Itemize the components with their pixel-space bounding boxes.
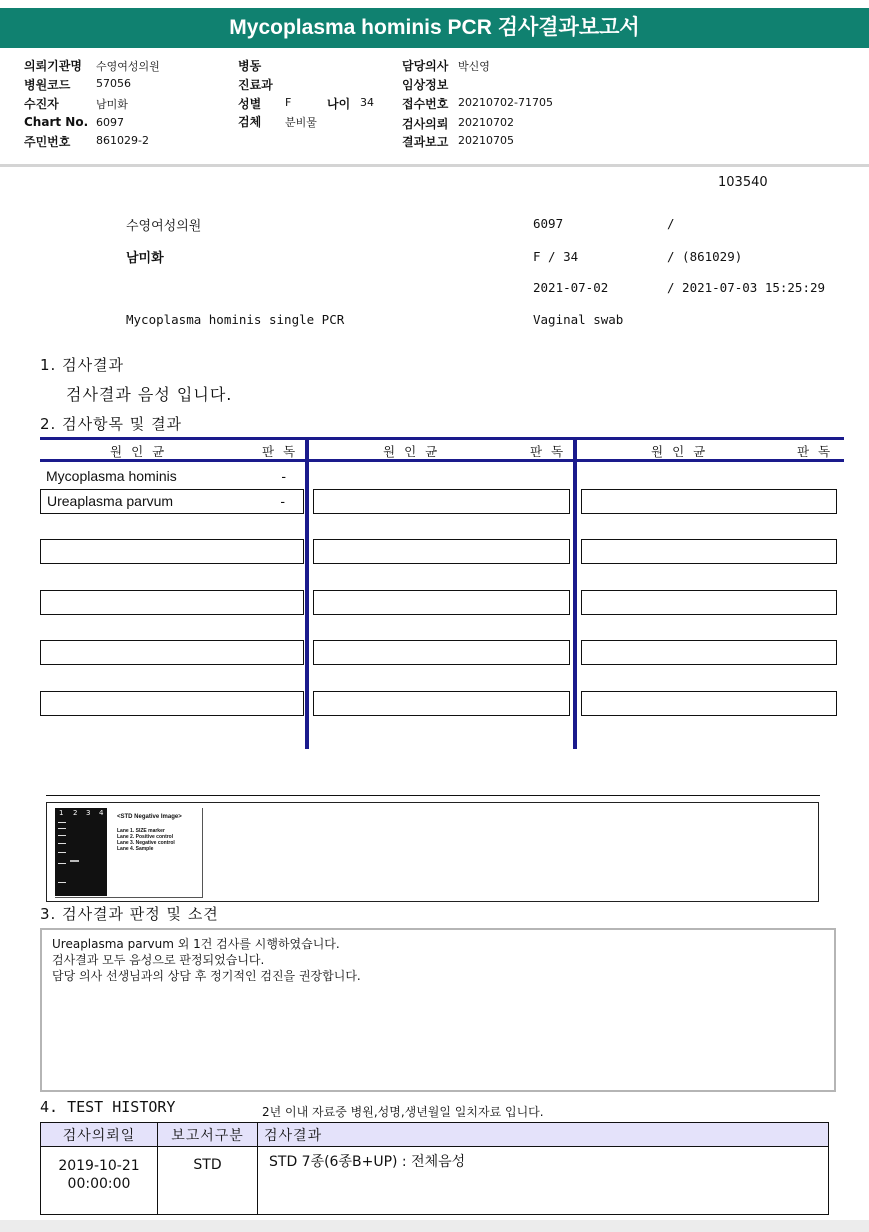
col-header-pathogen-3: 원인균 (651, 444, 715, 459)
history-time: 00:00:00 (67, 1176, 131, 1192)
gel-caption-title: <STD Negative Image> (117, 814, 182, 820)
summary-received-date: 2021-07-02 (533, 280, 609, 295)
meta-value-age: 34 (360, 96, 374, 109)
gel-legend (117, 828, 175, 852)
history-date-cell (41, 1147, 158, 1215)
empty-result-cell (313, 590, 570, 615)
col-header-verdict-2: 판독 (530, 444, 573, 459)
empty-result-cell (581, 539, 837, 564)
gel-band (58, 822, 66, 823)
history-header-row (41, 1123, 829, 1147)
grid-divider-2 (573, 437, 577, 749)
gel-band (58, 882, 66, 883)
pathogen-name: Ureaplasma parvum (47, 493, 174, 509)
empty-result-cell (313, 691, 570, 716)
gel-band (70, 860, 79, 862)
summary-test-name: Mycoplasma hominis single PCR (126, 312, 345, 327)
meta-label-department: 진료과 (238, 78, 273, 92)
result-row (40, 465, 304, 490)
col-header-verdict-3: 판독 (797, 444, 840, 459)
meta-label-age: 나이 (327, 97, 351, 111)
meta-label-specimen: 검체 (238, 115, 262, 129)
empty-result-cell (313, 539, 570, 564)
gel-band (58, 843, 66, 844)
gel-band (58, 835, 66, 836)
gel-band (58, 863, 66, 864)
history-header-type: 보고서구분 (158, 1123, 258, 1147)
meta-value-report-date: 20210705 (458, 134, 514, 147)
meta-value-clinic: 수영여성의원 (96, 60, 160, 73)
gel-legend-item: Lane 4. Sample (117, 846, 154, 852)
empty-result-cell (313, 489, 570, 514)
gel-top-rule (46, 795, 820, 796)
page-bottom-strip (0, 1220, 869, 1232)
empty-result-cell (581, 590, 837, 615)
summary-patient-name: 남미화 (126, 251, 164, 266)
meta-label-chart-no: Chart No. (24, 115, 89, 129)
report-title: Mycoplasma hominis PCR 검사결과보고서 (0, 8, 869, 48)
pathogen-verdict: - (281, 468, 286, 484)
pathogen-verdict: - (280, 493, 285, 509)
lane-number: 2 (73, 809, 78, 817)
gel-band (58, 828, 66, 829)
finding-line: 검사결과 모두 음성으로 판정되었습니다. (52, 953, 265, 967)
empty-result-cell (40, 590, 304, 615)
gel-band (58, 852, 66, 853)
table-row (41, 1147, 829, 1215)
meta-label-ward: 병동 (238, 59, 262, 73)
section1-result-text: 검사결과 음성 입니다. (66, 385, 233, 404)
meta-label-report-date: 결과보고 (402, 135, 449, 149)
pathogen-name: Mycoplasma hominis (46, 468, 177, 484)
grid-divider-1 (305, 437, 309, 749)
meta-value-sex: F (285, 96, 292, 109)
summary-clinic: 수영여성의원 (126, 219, 202, 234)
col-header-pathogen-1: 원인균 (110, 444, 174, 459)
section4-title: 4. TEST HISTORY (40, 1098, 176, 1116)
empty-result-cell (313, 640, 570, 665)
history-note: 2년 이내 자료중 병원,성명,생년월일 일치자료 입니다. (262, 1105, 544, 1119)
history-result-cell: STD 7종(6종B+UP) : 전체음성 (258, 1147, 829, 1215)
history-date: 2019-10-21 (58, 1158, 140, 1174)
empty-result-cell (40, 691, 304, 716)
empty-result-cell (581, 489, 837, 514)
result-row (40, 489, 304, 514)
lane-number: 4 (99, 809, 104, 817)
section1-title: 1. 검사결과 (40, 356, 125, 374)
meta-label-hospital-code: 병원코드 (24, 78, 71, 92)
history-type-cell: STD (158, 1147, 258, 1215)
gel-image (55, 808, 203, 898)
meta-value-resident-no: 861029-2 (96, 134, 149, 147)
lane-number: 1 (59, 809, 64, 817)
finding-line: 담당 의사 선생님과의 상담 후 정기적인 검진을 권장합니다. (52, 969, 361, 983)
serial-number: 103540 (718, 175, 768, 190)
summary-chart-no: 6097 (533, 216, 564, 231)
meta-label-request-date: 검사의뢰 (402, 117, 449, 131)
findings-box (40, 928, 836, 1092)
summary-reported-datetime: / 2021-07-03 15:25:29 (667, 280, 826, 295)
meta-label-receipt-no: 접수번호 (402, 97, 449, 111)
meta-label-resident-no: 주민번호 (24, 135, 71, 149)
summary-sex-age: F / 34 (533, 249, 579, 264)
history-header-date: 검사의뢰일 (41, 1123, 158, 1147)
empty-result-cell (40, 539, 304, 564)
history-header-result: 검사결과 (258, 1123, 829, 1147)
meta-label-clinic: 의뢰기관명 (24, 59, 82, 73)
meta-label-doctor: 담당의사 (402, 59, 449, 73)
header-divider (0, 164, 869, 167)
col-header-verdict-1: 판독 (262, 444, 305, 459)
empty-result-cell (581, 691, 837, 716)
meta-value-chart-no: 6097 (96, 116, 124, 129)
empty-result-cell (581, 640, 837, 665)
meta-value-request-date: 20210702 (458, 116, 514, 129)
section2-title: 2. 검사항목 및 결과 (40, 415, 183, 433)
meta-value-patient: 남미화 (96, 98, 128, 111)
meta-value-specimen: 분비물 (285, 116, 317, 129)
gel-legend-item: Lane 2. Positive control (117, 834, 174, 840)
meta-value-receipt-no: 20210702-71705 (458, 96, 553, 109)
meta-label-sex: 성별 (238, 97, 262, 111)
meta-value-doctor: 박신영 (458, 60, 490, 73)
summary-birth: / (861029) (667, 249, 743, 264)
gel-legend-item: Lane 1. SIZE marker (117, 828, 165, 834)
lane-number: 3 (86, 809, 91, 817)
finding-line: Ureaplasma parvum 외 1건 검사를 시행하였습니다. (52, 937, 340, 951)
empty-result-cell (40, 640, 304, 665)
section3-title: 3. 검사결과 판정 및 소견 (40, 905, 219, 923)
gel-lanes (55, 808, 107, 896)
history-table (40, 1122, 829, 1215)
summary-specimen: Vaginal swab (533, 312, 624, 327)
gel-image-panel (46, 802, 819, 902)
meta-value-hospital-code: 57056 (96, 77, 131, 90)
grid-top-line (40, 437, 844, 440)
meta-label-patient: 수진자 (24, 97, 59, 111)
meta-label-clinical-info: 임상정보 (402, 78, 449, 92)
summary-slash: / (667, 216, 675, 231)
col-header-pathogen-2: 원인균 (383, 444, 447, 459)
gel-legend-item: Lane 3. Negative control (117, 840, 175, 846)
